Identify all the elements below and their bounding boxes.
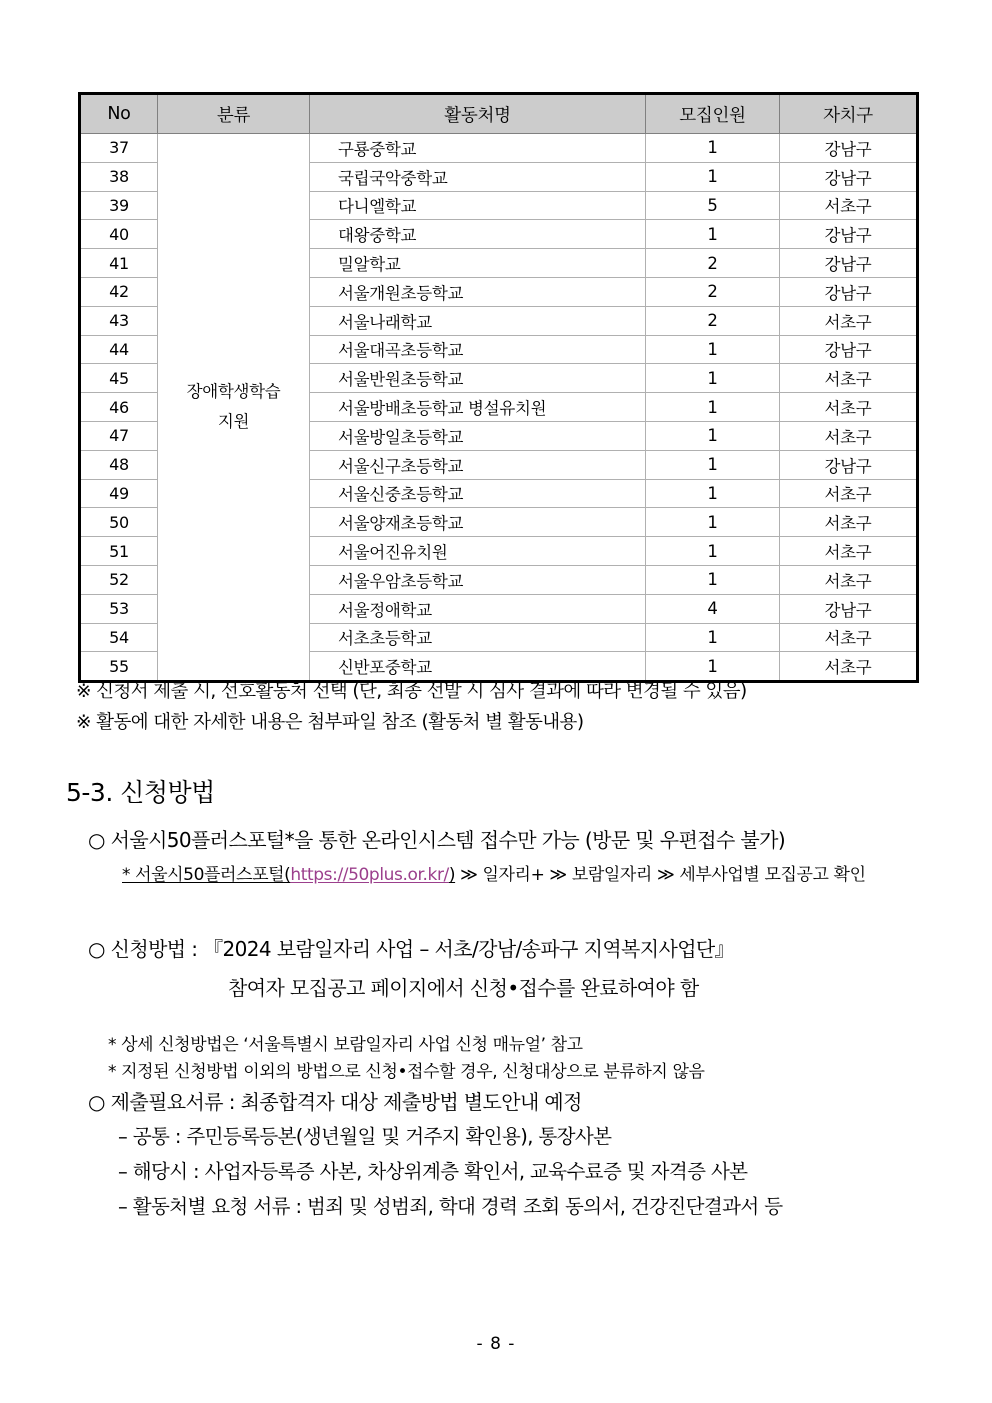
cell-activity-name: 서울방배초등학교 병설유치원 (310, 393, 646, 422)
cell-recruit-count: 1 (646, 565, 780, 594)
apply-note-invalid-method: * 지정된 신청방법 이외의 방법으로 신청•접수할 경우, 신청대상으로 분류하지 않음 (108, 1062, 705, 1082)
cell-activity-name: 서초초등학교 (310, 623, 646, 652)
cell-recruit-count: 1 (646, 479, 780, 508)
documents-bullet-line (88, 1087, 582, 1117)
document-item-site-specific: – 활동처별 요청 서류 : 범죄 및 성범죄, 학대 경력 조회 동의서, 건강진단결과서 등 (118, 1195, 783, 1218)
cell-district: 강남구 (780, 162, 918, 191)
cell-activity-name: 서울대곡초등학교 (310, 335, 646, 364)
cell-recruit-count: 1 (646, 421, 780, 450)
cell-activity-name: 서울신구초등학교 (310, 450, 646, 479)
cell-no: 44 (80, 335, 158, 364)
cell-recruit-count: 2 (646, 277, 780, 306)
bullet-circle-icon: ○ (88, 1090, 105, 1114)
cell-activity-name: 서울정애학교 (310, 594, 646, 623)
cell-activity-name: 서울신중초등학교 (310, 479, 646, 508)
cell-activity-name: 국립국악중학교 (310, 162, 646, 191)
cell-recruit-count: 2 (646, 306, 780, 335)
table-body (80, 134, 918, 682)
table-note: ※ 활동에 대한 자세한 내용은 첨부파일 참조 (활동처 별 활동내용) (76, 712, 584, 733)
cell-district: 강남구 (780, 335, 918, 364)
documents-title: 제출필요서류 : 최종합격자 대상 제출방법 별도안내 예정 (110, 1090, 582, 1114)
cell-activity-name: 신반포중학교 (310, 652, 646, 682)
cell-activity-name: 구룡중학교 (310, 134, 646, 163)
table-header-row (80, 94, 918, 134)
cell-recruit-count: 1 (646, 364, 780, 393)
cell-no: 52 (80, 565, 158, 594)
page-number: - 8 - (476, 1334, 516, 1354)
table-row (80, 134, 918, 163)
column-header-no: No (80, 94, 158, 134)
table-header (80, 94, 918, 134)
cell-recruit-count: 1 (646, 393, 780, 422)
apply-note-manual: * 상세 신청방법은 ‘서울특별시 보람일자리 사업 신청 매뉴얼’ 참고 (108, 1035, 583, 1055)
cell-no: 37 (80, 134, 158, 163)
apply-bullet-line (88, 934, 734, 964)
cell-no: 40 (80, 220, 158, 249)
cell-activity-name: 서울반원초등학교 (310, 364, 646, 393)
cell-activity-name: 서울나래학교 (310, 306, 646, 335)
cell-recruit-count: 1 (646, 335, 780, 364)
portal-note-suffix-paren: ) (448, 865, 456, 885)
category-line-1: 장애학생학습 (186, 381, 281, 401)
activity-table-container (78, 92, 916, 683)
cell-no: 50 (80, 508, 158, 537)
cell-recruit-count: 1 (646, 508, 780, 537)
cell-district: 서초구 (780, 421, 918, 450)
cell-district: 서초구 (780, 623, 918, 652)
cell-activity-name: 서울양재초등학교 (310, 508, 646, 537)
cell-no: 39 (80, 191, 158, 220)
portal-url-link[interactable]: https://50plus.or.kr/ (290, 865, 449, 885)
cell-district: 서초구 (780, 537, 918, 566)
cell-no: 43 (80, 306, 158, 335)
cell-district: 서초구 (780, 652, 918, 682)
portal-note-prefix: * 서울시50플러스포털( (122, 865, 291, 885)
cell-no: 51 (80, 537, 158, 566)
cell-recruit-count: 4 (646, 594, 780, 623)
cell-activity-name: 서울방일초등학교 (310, 421, 646, 450)
cell-activity-name: 다니엘학교 (310, 191, 646, 220)
cell-recruit-count: 1 (646, 537, 780, 566)
cell-district: 강남구 (780, 134, 918, 163)
cell-no: 49 (80, 479, 158, 508)
cell-activity-name: 서울개원초등학교 (310, 277, 646, 306)
cell-district: 강남구 (780, 220, 918, 249)
cell-activity-name: 대왕중학교 (310, 220, 646, 249)
cell-recruit-count: 5 (646, 191, 780, 220)
cell-district: 서초구 (780, 479, 918, 508)
apply-method-line1: 신청방법 : 『2024 보람일자리 사업 – 서초/강남/송파구 지역복지사업단』 (110, 937, 735, 961)
cell-district: 강남구 (780, 277, 918, 306)
column-header-count: 모집인원 (646, 94, 780, 134)
cell-district: 서초구 (780, 364, 918, 393)
cell-district: 서초구 (780, 565, 918, 594)
cell-no: 54 (80, 623, 158, 652)
cell-recruit-count: 1 (646, 623, 780, 652)
cell-recruit-count: 1 (646, 220, 780, 249)
cell-recruit-count: 1 (646, 652, 780, 682)
portal-note-line (122, 861, 866, 889)
cell-category (158, 134, 310, 682)
cell-district: 강남구 (780, 594, 918, 623)
cell-recruit-count: 1 (646, 162, 780, 191)
column-header-name: 활동처명 (310, 94, 646, 134)
cell-no: 53 (80, 594, 158, 623)
cell-no: 47 (80, 421, 158, 450)
column-header-category: 분류 (158, 94, 310, 134)
bullet-circle-icon: ○ (88, 828, 105, 852)
cell-no: 41 (80, 249, 158, 278)
cell-no: 55 (80, 652, 158, 682)
apply-method-line2: 참여자 모집공고 페이지에서 신청•접수를 완료하여야 함 (228, 976, 699, 1000)
cell-district: 서초구 (780, 508, 918, 537)
cell-activity-name: 서울우암초등학교 (310, 565, 646, 594)
cell-district: 강남구 (780, 450, 918, 479)
portal-note-path: ≫ 일자리+ ≫ 보람일자리 ≫ 세부사업별 모집공고 확인 (455, 865, 866, 885)
cell-no: 46 (80, 393, 158, 422)
cell-district: 서초구 (780, 306, 918, 335)
cell-district: 서초구 (780, 191, 918, 220)
category-line-2: 지원 (217, 412, 250, 432)
cell-recruit-count: 2 (646, 249, 780, 278)
activity-table (78, 92, 919, 683)
document-item-conditional: – 해당시 : 사업자등록증 사본, 차상위계층 확인서, 교육수료증 및 자격증 사본 (118, 1160, 748, 1183)
bullet-circle-icon: ○ (88, 937, 105, 961)
cell-no: 42 (80, 277, 158, 306)
cell-no: 38 (80, 162, 158, 191)
document-item-common: – 공통 : 주민등록등본(생년월일 및 거주지 확인용), 통장사본 (118, 1125, 612, 1148)
portal-bullet-text: 서울시50플러스포털*을 통한 온라인시스템 접수만 가능 (방문 및 우편접수 불가) (110, 828, 786, 852)
cell-activity-name: 서울어진유치원 (310, 537, 646, 566)
cell-district: 강남구 (780, 249, 918, 278)
cell-no: 45 (80, 364, 158, 393)
page-title: 5-3. 신청방법 (66, 778, 215, 807)
cell-district: 서초구 (780, 393, 918, 422)
portal-bullet-line (88, 825, 785, 855)
table-note: ※ 신청서 제출 시, 선호활동처 선택 (단, 최종 선발 시 심사 결과에 따라 변경될 수 있음) (76, 681, 747, 702)
cell-recruit-count: 1 (646, 450, 780, 479)
cell-no: 48 (80, 450, 158, 479)
table-notes (76, 676, 976, 738)
cell-recruit-count: 1 (646, 134, 780, 163)
cell-activity-name: 밀알학교 (310, 249, 646, 278)
column-header-district: 자치구 (780, 94, 918, 134)
